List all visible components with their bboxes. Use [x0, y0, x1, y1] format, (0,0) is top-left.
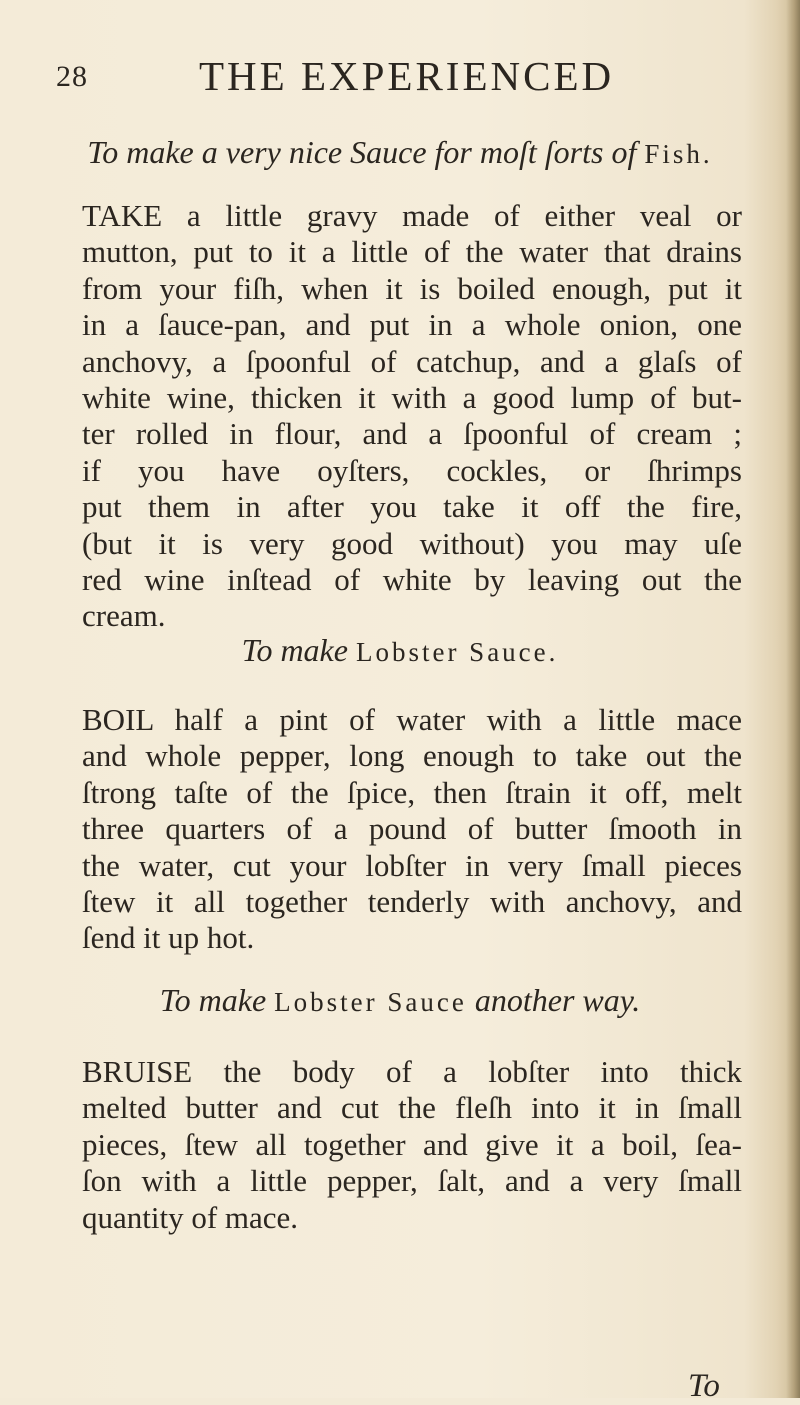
recipe-title-italic: To make: [241, 632, 348, 668]
recipe-title-caps: Lobster Sauce: [274, 987, 467, 1017]
text-line: the water, cut your lobſter in very ſmall pieces: [82, 847, 742, 883]
recipe-body-fish-sauce: [82, 198, 742, 635]
text-line: pieces, ſtew all together and give it a boil, ſea-: [82, 1126, 742, 1162]
recipe-title-lobster-sauce: [0, 632, 800, 669]
recipe-title-caps: Fish.: [644, 139, 713, 169]
text-line: and whole pepper, long enough to take out the: [82, 738, 742, 774]
text-line: TAKE a little gravy made of either veal or: [82, 198, 742, 233]
text-line: melted butter and cut the fleſh into it in ſmall: [82, 1090, 742, 1126]
catchword: To: [688, 1368, 720, 1404]
text-line: red wine inſtead of white by leaving out the: [82, 562, 742, 598]
text-line: mutton, put to it a little of the water that drains: [82, 234, 742, 270]
text-line: in a ſauce-pan, and put in a whole onion, one: [82, 307, 742, 343]
text-line: ſon with a little pepper, ſalt, and a very ſmall: [82, 1163, 742, 1199]
recipe-title-tail: another way.: [474, 982, 641, 1018]
text-line: three quarters of a pound of butter ſmooth in: [82, 811, 742, 847]
page-edge-shadow: [786, 0, 800, 1398]
recipe-body-lobster-sauce-another-way: [82, 1054, 742, 1236]
recipe-body-lobster-sauce: [82, 702, 742, 957]
text-line: BOIL half a pint of water with a little mace: [82, 702, 742, 737]
text-line: (but it is very good without) you may uſe: [82, 525, 742, 561]
running-head: [56, 52, 756, 102]
text-line: put them in after you take it off the fire,: [82, 489, 742, 525]
recipe-title-caps: Lobster Sauce.: [355, 637, 559, 667]
running-title: THE EXPERIENCED: [199, 53, 615, 99]
text-line: cream.: [82, 598, 166, 634]
recipe-title-fish-sauce: [0, 134, 800, 171]
recipe-title-italic: To make: [159, 982, 267, 1018]
page-number: 28: [56, 60, 88, 93]
text-line: anchovy, a ſpoonful of catchup, and a glaſs of: [82, 343, 742, 379]
text-line: BRUISE the body of a lobſter into thick: [82, 1054, 742, 1089]
text-line: ſtrong taſte of the ſpice, then ſtrain it off, melt: [82, 774, 742, 810]
recipe-title-italic: To make a very nice Sauce for moſt ſorts of: [87, 134, 637, 170]
text-line: if you have oyſters, cockles, or ſhrimps: [82, 452, 742, 488]
text-line: ſtew it all together tenderly with anchovy, and: [82, 884, 742, 920]
text-line: quantity of mace.: [82, 1199, 299, 1235]
text-line: ſend it up hot.: [82, 920, 255, 956]
text-line: from your fiſh, when it is boiled enough, put it: [82, 270, 742, 306]
text-line: white wine, thicken it with a good lump of but-: [82, 380, 742, 416]
recipe-title-lobster-sauce-another-way: [0, 982, 800, 1019]
text-line: ter rolled in flour, and a ſpoonful of cream ;: [82, 416, 742, 452]
